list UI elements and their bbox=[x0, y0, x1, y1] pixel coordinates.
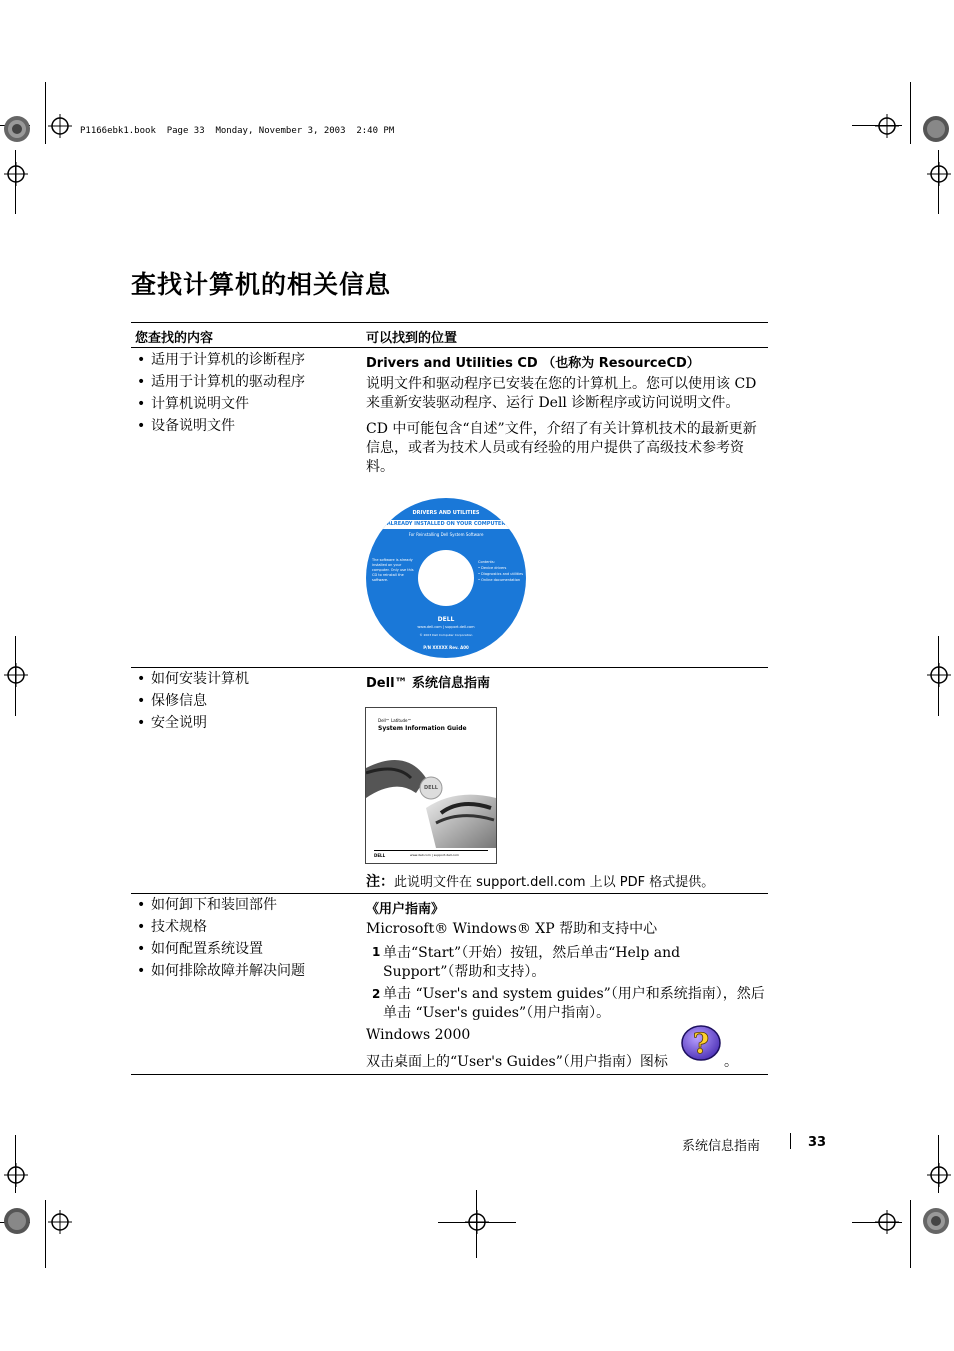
footer-section-title: 系统信息指南 bbox=[682, 1139, 761, 1154]
footer-separator bbox=[790, 1133, 791, 1149]
list-item: • 适用于计算机的驱动程序 bbox=[137, 371, 305, 393]
svg-text:?: ? bbox=[692, 1027, 710, 1060]
cd-center-hole bbox=[418, 550, 474, 606]
color-target-icon bbox=[922, 1207, 950, 1235]
guide-footer-bar bbox=[374, 850, 488, 851]
table-top-rule bbox=[131, 322, 768, 323]
list-item: • 如何排除故障并解决问题 bbox=[137, 960, 305, 982]
page-number: 33 bbox=[808, 1135, 827, 1150]
cd-heading: Drivers and Utilities CD （也称为 ResourceCD） bbox=[366, 356, 700, 371]
registration-mark-icon bbox=[875, 114, 899, 138]
cd-contents-title: Contents: bbox=[478, 560, 495, 564]
registration-mark-icon bbox=[4, 663, 28, 687]
list-item: • 计算机说明文件 bbox=[137, 393, 305, 415]
registration-mark-icon bbox=[927, 1163, 951, 1187]
cd-logo: DELL bbox=[437, 616, 455, 623]
color-target-icon bbox=[922, 115, 950, 143]
pdf-note bbox=[366, 871, 714, 891]
list-item: • 安全说明 bbox=[137, 712, 249, 734]
xp-help-line: Microsoft® Windows® XP 帮助和支持中心 bbox=[366, 921, 658, 937]
registration-mark-icon bbox=[48, 114, 72, 138]
table-header-rule bbox=[131, 347, 768, 348]
note-label: 注： bbox=[366, 874, 394, 890]
cd-partno: P/N XXXXX Rev. A00 bbox=[423, 645, 469, 650]
guide-brand: Dell™ Latitude™ bbox=[378, 718, 412, 723]
win2000-label: Windows 2000 bbox=[366, 1027, 471, 1043]
header-stamp: P1166ebk1.book Page 33 Monday, November 3, 2003 2:40 PM bbox=[80, 126, 395, 136]
guide-url: www.dell.com | support.dell.com bbox=[410, 853, 459, 857]
cd-contents-item: • Diagnostics and utilities bbox=[478, 572, 524, 576]
color-target-icon bbox=[3, 1207, 31, 1235]
registration-mark-icon bbox=[465, 1210, 489, 1234]
page-title: 查找计算机的相关信息 bbox=[131, 270, 392, 299]
step-1-text: 单击“Start”（开始）按钮，然后单击“Help and Support”（帮助和支持）。 bbox=[383, 945, 681, 980]
step-2-number: 2 bbox=[372, 987, 381, 1001]
cd-readme-description: CD 中可能包含“自述”文件，介绍了有关计算机技术的最新更新信息，或者为技术人员或有经验的用户提供了高级技术参考资料。 bbox=[366, 421, 757, 475]
list-item: • 设备说明文件 bbox=[137, 415, 305, 437]
system-info-guide-cover-image bbox=[365, 707, 497, 864]
step-1-number: 1 bbox=[372, 945, 381, 959]
hands-on-keyboard-image bbox=[366, 748, 496, 848]
cd-contents-item: • Online documentation bbox=[478, 578, 521, 582]
cd-subtitle: For Reinstalling Dell System Software bbox=[408, 532, 484, 537]
guide-footer-logo: DELL bbox=[374, 853, 386, 858]
table-bottom-rule bbox=[131, 1074, 768, 1075]
registration-mark-icon bbox=[4, 162, 28, 186]
column-header-where: 可以找到的位置 bbox=[366, 331, 458, 346]
registration-mark-icon bbox=[48, 1210, 72, 1234]
drivers-utilities-cd-image bbox=[366, 498, 526, 658]
note-text: 此说明文件在 support.dell.com 上以 PDF 格式提供。 bbox=[394, 875, 715, 890]
column-header-what: 您查找的内容 bbox=[135, 331, 214, 346]
step-2-text: 单击 “User's and system guides”（用户和系统指南），然后单击 “User's guides”（用户指南）。 bbox=[383, 986, 765, 1021]
registration-mark-icon bbox=[4, 1163, 28, 1187]
registration-mark-icon bbox=[927, 162, 951, 186]
color-target-icon bbox=[3, 115, 31, 143]
list-item: • 保修信息 bbox=[137, 690, 249, 712]
row-1-items bbox=[137, 349, 305, 437]
registration-mark-icon bbox=[875, 1210, 899, 1234]
cd-band: ALREADY INSTALLED ON YOUR COMPUTER bbox=[366, 520, 526, 529]
cd-label: DRIVERS AND UTILITIES bbox=[412, 510, 480, 516]
help-question-icon bbox=[680, 1024, 722, 1064]
row-3-items bbox=[137, 894, 305, 982]
list-item: • 如何安装计算机 bbox=[137, 668, 249, 690]
cd-contents-item: • Device drivers bbox=[478, 566, 507, 570]
list-item: • 技术规格 bbox=[137, 916, 305, 938]
list-item: • 如何配置系统设置 bbox=[137, 938, 305, 960]
double-click-end: 。 bbox=[724, 1054, 738, 1070]
users-guide-heading: 《用户指南》 bbox=[366, 902, 445, 917]
list-item: • 如何卸下和装回部件 bbox=[137, 894, 305, 916]
cd-description: 说明文件和驱动程序已安装在您的计算机上。您可以使用该 CD 来重新安装驱动程序、运行 Dell 诊断程序或访问说明文件。 bbox=[366, 376, 757, 411]
cd-copyright: © 2003 Dell Computer Corporation bbox=[419, 633, 473, 637]
guide-title: System Information Guide bbox=[378, 725, 467, 732]
row-2-items bbox=[137, 668, 249, 734]
list-item: • 适用于计算机的诊断程序 bbox=[137, 349, 305, 371]
guide-logo: DELL bbox=[424, 785, 438, 791]
cd-url: www.dell.com | support.dell.com bbox=[417, 625, 475, 629]
double-click-instruction: 双击桌面上的“User's Guides”（用户指南）图标 bbox=[366, 1054, 668, 1070]
registration-mark-icon bbox=[927, 663, 951, 687]
guide-heading: Dell™ 系统信息指南 bbox=[366, 676, 491, 691]
cd-left-text: The software is already installed on your computer. Only use this CD to reinstall the software. bbox=[372, 558, 414, 582]
